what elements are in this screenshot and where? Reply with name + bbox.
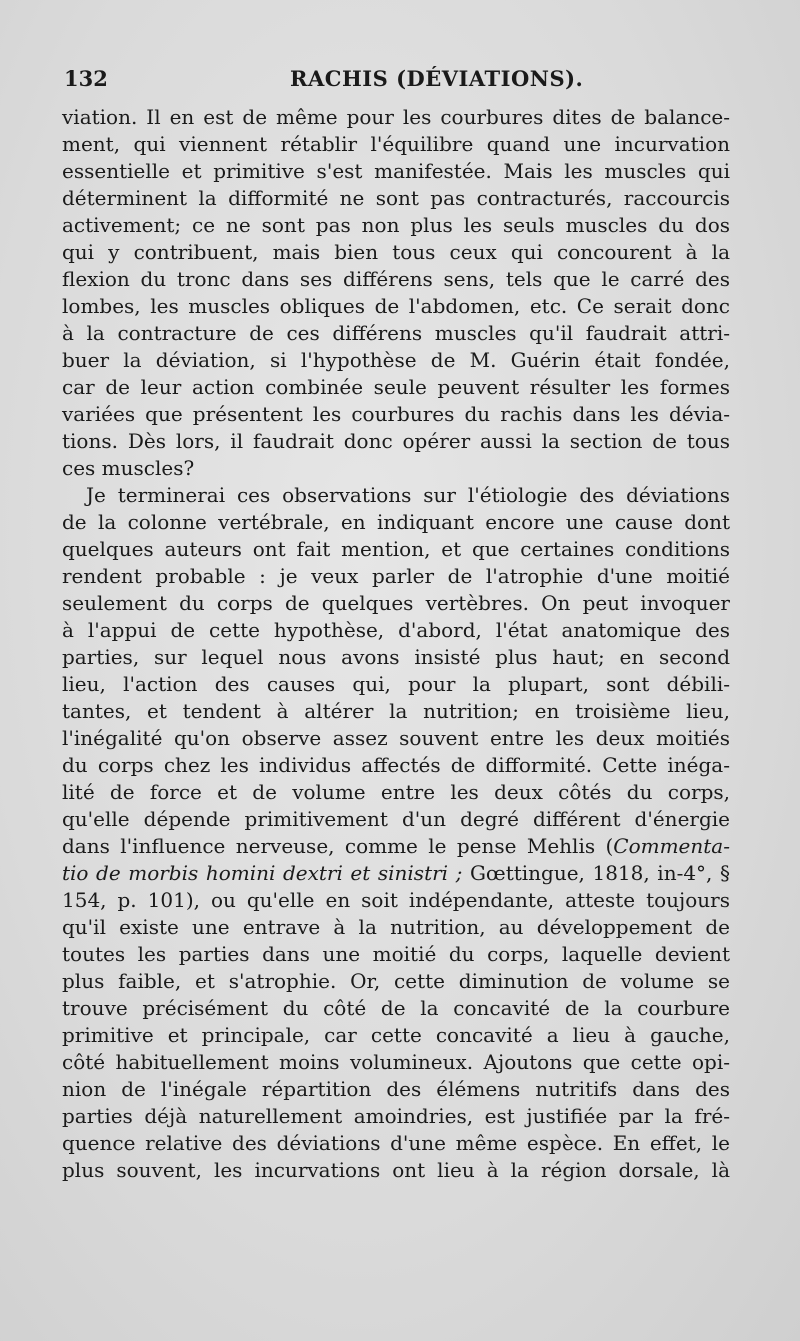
text-line	[62, 104, 730, 131]
line-text: car de leur action combinée seule peuvent résulter les formes	[62, 375, 730, 399]
italic-text: tio de morbis homini dextri et sinistri ;	[62, 861, 463, 885]
text-line	[62, 968, 730, 995]
text-line	[62, 833, 730, 860]
line-text: toutes les parties dans une moitié du corps, laquelle devient	[62, 942, 730, 966]
page-header	[64, 66, 734, 100]
line-text: l'inégalité qu'on observe assez souvent entre les deux moitiés	[62, 726, 730, 750]
text-line	[62, 671, 730, 698]
line-text: tantes, et tendent à altérer la nutrition; en troisième lieu,	[62, 699, 730, 723]
text-line	[62, 158, 730, 185]
text-line	[62, 455, 730, 482]
text-line	[62, 401, 730, 428]
line-text: déterminent la difformité ne sont pas contracturés, raccourcis	[62, 186, 730, 210]
text-line	[62, 995, 730, 1022]
line-text: plus souvent, les incurvations ont lieu à la région dorsale, là	[62, 1158, 730, 1182]
line-text: à l'appui de cette hypothèse, d'abord, l'état anatomique des	[62, 618, 730, 642]
text-line	[62, 320, 730, 347]
text-line	[62, 212, 730, 239]
text-line	[62, 347, 730, 374]
line-text: ces muscles?	[62, 456, 195, 480]
text-line	[62, 563, 730, 590]
text-line	[62, 806, 730, 833]
line-text: qu'elle dépende primitivement d'un degré différent d'énergie	[62, 807, 730, 831]
text-line	[62, 914, 730, 941]
line-text: Gœttingue, 1818, in-4°, §	[462, 861, 730, 885]
text-line	[62, 1130, 730, 1157]
text-line	[62, 185, 730, 212]
text-line	[62, 266, 730, 293]
line-text: à la contracture de ces différens muscles qu'il faudrait attri-	[62, 321, 730, 345]
line-text: nion de l'inégale répartition des élémens nutritifs dans des	[62, 1077, 730, 1101]
line-text: côté habituellement moins volumineux. Ajoutons que cette opi-	[62, 1050, 730, 1074]
text-line	[62, 239, 730, 266]
line-text: parties, sur lequel nous avons insisté plus haut; en second	[62, 645, 730, 669]
line-text: buer la déviation, si l'hypothèse de M. Guérin était fondée,	[62, 348, 730, 372]
line-text: rendent probable : je veux parler de l'atrophie d'une moitié	[62, 564, 730, 588]
line-text: seulement du corps de quelques vertèbres. On peut invoquer	[62, 591, 730, 615]
line-text: activement; ce ne sont pas non plus les seuls muscles du dos	[62, 213, 730, 237]
text-line	[62, 1049, 730, 1076]
text-line	[62, 1022, 730, 1049]
line-text: flexion du tronc dans ses différens sens, tels que le carré des	[62, 267, 730, 291]
text-line	[62, 887, 730, 914]
line-text: variées que présentent les courbures du rachis dans les dévia-	[62, 402, 730, 426]
text-line	[62, 1103, 730, 1130]
text-line	[62, 698, 730, 725]
line-text: du corps chez les individus affectés de difformité. Cette inéga-	[62, 753, 730, 777]
text-line	[62, 644, 730, 671]
line-text: parties déjà naturellement amoindries, est justifiée par la fré-	[62, 1104, 730, 1128]
text-line	[62, 374, 730, 401]
text-line	[62, 131, 730, 158]
line-text: qui y contribuent, mais bien tous ceux qui concourent à la	[62, 240, 730, 264]
line-text: dans l'influence nerveuse, comme le pense Mehlis (	[62, 834, 614, 858]
page-number: 132	[64, 66, 108, 91]
line-text: ment, qui viennent rétablir l'équilibre quand une incurvation	[62, 132, 730, 156]
line-text: de la colonne vertébrale, en indiquant encore une cause dont	[62, 510, 730, 534]
text-line	[62, 1157, 730, 1184]
text-line	[62, 725, 730, 752]
text-line	[62, 752, 730, 779]
line-text: viation. Il en est de même pour les courbures dites de balance-	[62, 105, 730, 129]
text-line	[62, 941, 730, 968]
text-line	[62, 590, 730, 617]
line-text: quence relative des déviations d'une même espèce. En effet, le	[62, 1131, 730, 1155]
line-text: quelques auteurs ont fait mention, et que certaines conditions	[62, 537, 730, 561]
line-text: qu'il existe une entrave à la nutrition, au développement de	[62, 915, 730, 939]
italic-text: Commenta-	[613, 834, 730, 858]
line-text: plus faible, et s'atrophie. Or, cette diminution de volume se	[62, 969, 730, 993]
text-line	[62, 779, 730, 806]
running-head: RACHIS (DÉVIATIONS).	[290, 66, 584, 91]
text-line	[62, 536, 730, 563]
line-text: lité de force et de volume entre les deux côtés du corps,	[62, 780, 730, 804]
line-text: primitive et principale, car cette concavité a lieu à gauche,	[62, 1023, 730, 1047]
line-text: essentielle et primitive s'est manifestée. Mais les muscles qui	[62, 159, 730, 183]
line-text: Je terminerai ces observations sur l'étiologie des déviations	[86, 483, 730, 507]
line-text: lieu, l'action des causes qui, pour la plupart, sont débili-	[62, 672, 730, 696]
text-line	[62, 509, 730, 536]
text-line	[62, 860, 730, 887]
text-line	[62, 293, 730, 320]
line-text: tions. Dès lors, il faudrait donc opérer aussi la section de tous	[62, 429, 730, 453]
line-text: lombes, les muscles obliques de l'abdomen, etc. Ce serait donc	[62, 294, 730, 318]
line-text: trouve précisément du côté de la concavité de la courbure	[62, 996, 730, 1020]
body-text	[62, 104, 730, 1184]
text-line	[62, 1076, 730, 1103]
text-line	[62, 482, 730, 509]
text-line	[62, 428, 730, 455]
text-line	[62, 617, 730, 644]
line-text: 154, p. 101), ou qu'elle en soit indépendante, atteste toujours	[62, 888, 730, 912]
